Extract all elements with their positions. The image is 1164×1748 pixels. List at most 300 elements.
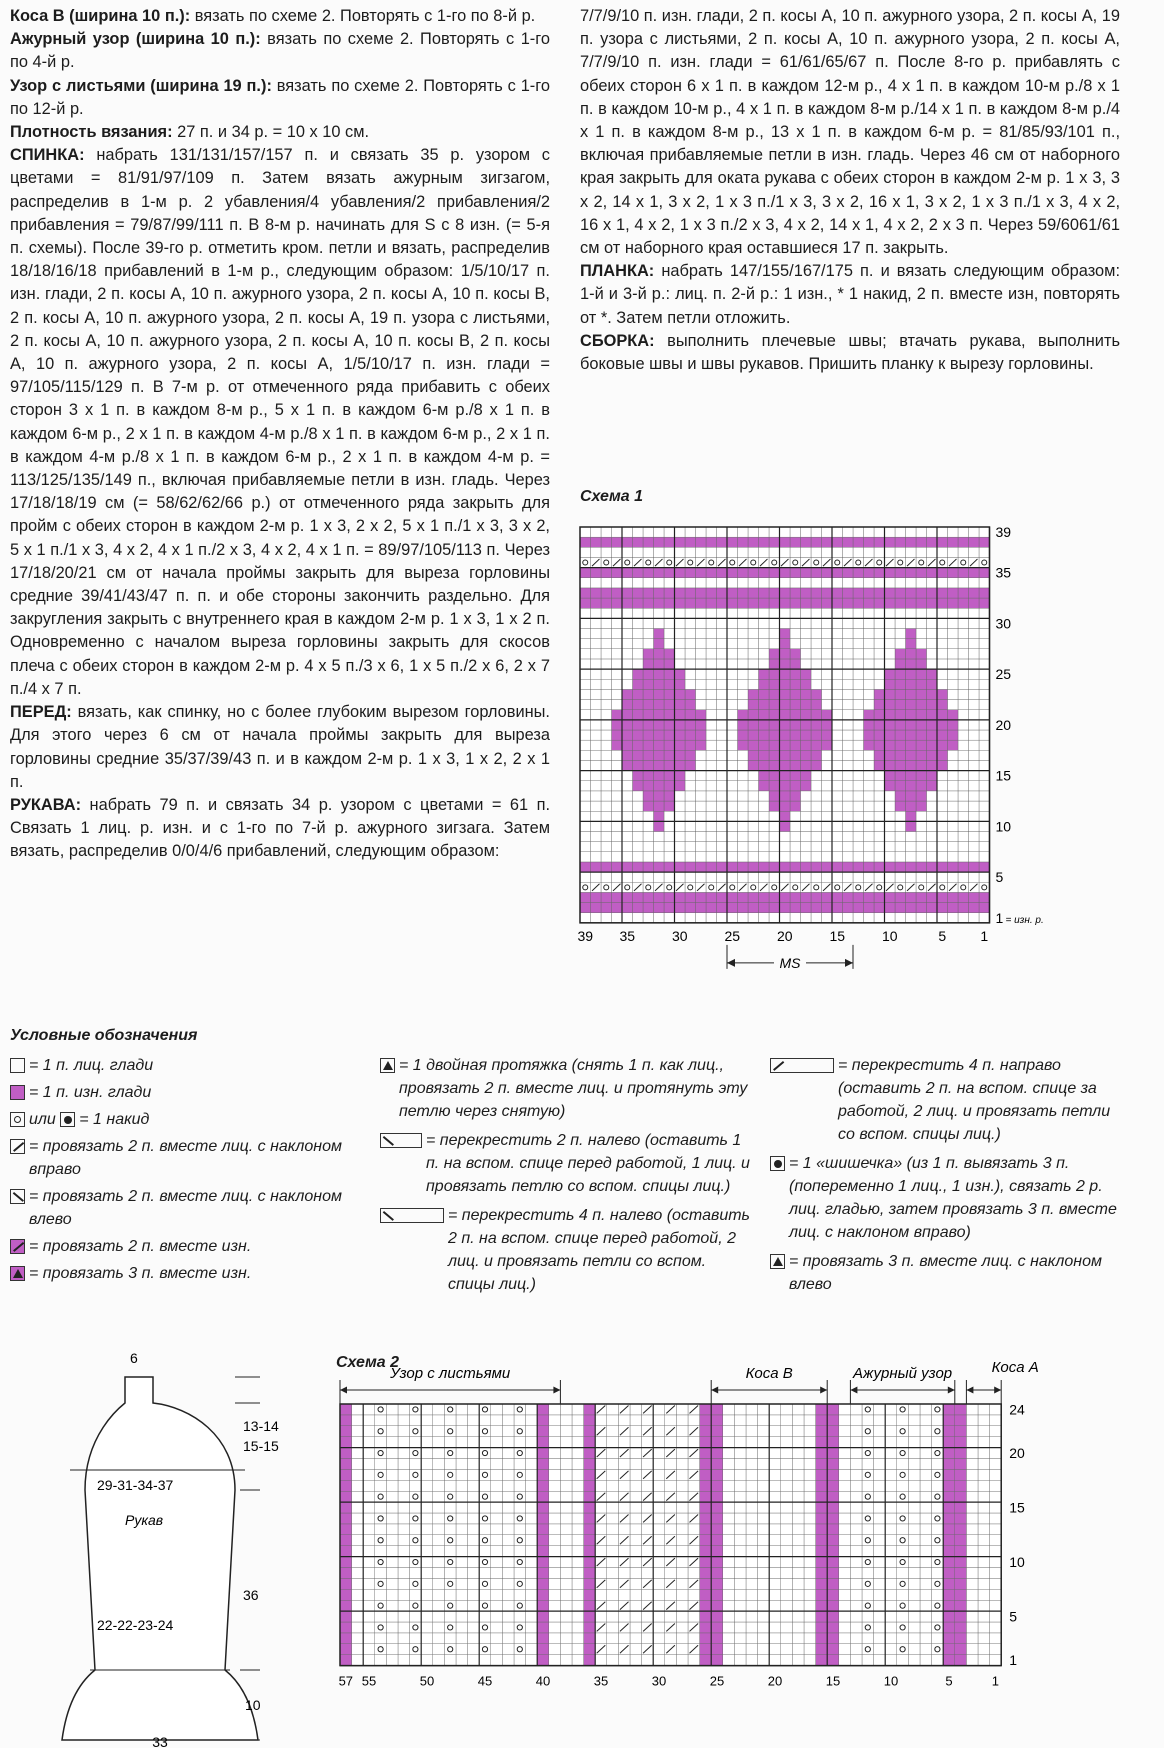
cell xyxy=(839,1633,851,1644)
cell xyxy=(630,1557,642,1568)
cell xyxy=(468,1611,480,1622)
paragraph-text: набрать 147/155/167/175 п. и вязать следующим образом: 1-й и 3-й р.: лиц. п. 2-й р.: 1 изн., * 1 накид, 2 п. вместе изн, повторять от *. Затем петли отложить. xyxy=(580,262,1120,327)
cell xyxy=(920,1448,932,1459)
cell xyxy=(943,1535,955,1546)
cell xyxy=(444,1578,456,1589)
scheme1-col-label: 25 xyxy=(724,927,741,944)
cell xyxy=(688,1437,700,1448)
cell xyxy=(643,557,654,567)
cell xyxy=(801,862,812,872)
cell xyxy=(738,588,749,598)
cell xyxy=(612,730,623,740)
cell xyxy=(937,578,948,588)
cell xyxy=(456,1535,468,1546)
cell xyxy=(352,1524,364,1535)
cell xyxy=(711,1568,723,1579)
cell xyxy=(421,1535,433,1546)
cell xyxy=(363,1633,375,1644)
cell xyxy=(723,1480,735,1491)
cell xyxy=(948,740,959,750)
cell xyxy=(375,1469,387,1480)
cell xyxy=(580,669,591,679)
cell xyxy=(780,832,791,842)
cell xyxy=(738,547,749,557)
cell xyxy=(827,1568,839,1579)
cell xyxy=(832,639,843,649)
cell xyxy=(897,1568,909,1579)
cell xyxy=(790,903,801,913)
cell xyxy=(822,537,833,547)
cell xyxy=(654,842,665,852)
cell xyxy=(916,852,927,862)
cell xyxy=(537,1578,549,1589)
cell xyxy=(723,1557,735,1568)
cell xyxy=(811,821,822,831)
cell xyxy=(612,608,623,618)
cell xyxy=(352,1578,364,1589)
cell xyxy=(769,608,780,618)
cell xyxy=(584,1415,596,1426)
cell xyxy=(748,821,759,831)
cell xyxy=(727,527,738,537)
ms-label: MS xyxy=(779,954,801,971)
legend-item xyxy=(10,1262,360,1285)
cell xyxy=(549,1426,561,1437)
cell xyxy=(664,862,675,872)
cell xyxy=(769,1491,781,1502)
cell xyxy=(816,1502,828,1513)
scheme2-title: Схема 2 xyxy=(336,1354,400,1371)
cell xyxy=(421,1459,433,1470)
cell xyxy=(618,1459,630,1470)
cell xyxy=(717,598,728,608)
legend-text xyxy=(29,1185,360,1231)
cell xyxy=(706,689,717,699)
cell xyxy=(746,1600,758,1611)
cell xyxy=(717,537,728,547)
cell xyxy=(759,781,770,791)
cell xyxy=(769,1622,781,1633)
cell xyxy=(601,781,612,791)
cell xyxy=(822,760,833,770)
cell xyxy=(792,1513,804,1524)
cell xyxy=(885,578,896,588)
cell xyxy=(591,689,602,699)
legend-text xyxy=(29,1081,360,1104)
cell xyxy=(591,750,602,760)
cell xyxy=(927,852,938,862)
cell xyxy=(978,1513,990,1524)
cell xyxy=(862,1502,874,1513)
cell xyxy=(769,811,780,821)
cell xyxy=(526,1491,538,1502)
cell xyxy=(864,801,875,811)
cell xyxy=(759,527,770,537)
cell xyxy=(790,527,801,537)
cell xyxy=(955,1480,967,1491)
cell xyxy=(612,913,623,923)
cell xyxy=(468,1480,480,1491)
cell xyxy=(363,1469,375,1480)
cell xyxy=(700,1611,712,1622)
cell xyxy=(746,1633,758,1644)
cell xyxy=(664,639,675,649)
cell xyxy=(717,832,728,842)
cell xyxy=(801,629,812,639)
cell xyxy=(685,760,696,770)
cell xyxy=(758,1655,770,1666)
cell xyxy=(560,1644,572,1655)
cell xyxy=(780,649,791,659)
cell xyxy=(696,629,707,639)
cell xyxy=(781,1600,793,1611)
cell xyxy=(375,1415,387,1426)
cell xyxy=(700,1655,712,1666)
cell xyxy=(885,1426,897,1437)
cell xyxy=(937,679,948,689)
cell xyxy=(769,1404,781,1415)
cell xyxy=(643,537,654,547)
cell xyxy=(966,1589,978,1600)
cell xyxy=(801,547,812,557)
cell xyxy=(549,1633,561,1644)
cell xyxy=(979,679,990,689)
cell xyxy=(685,527,696,537)
cell xyxy=(433,1404,445,1415)
cell xyxy=(727,639,738,649)
cell xyxy=(549,1535,561,1546)
cell xyxy=(386,1513,398,1524)
cell xyxy=(862,1426,874,1437)
cell xyxy=(969,913,980,923)
cell xyxy=(758,1546,770,1557)
cell xyxy=(723,1513,735,1524)
cell xyxy=(906,832,917,842)
cell xyxy=(790,791,801,801)
cell xyxy=(792,1622,804,1633)
cell xyxy=(398,1568,410,1579)
cell xyxy=(897,1600,909,1611)
cell xyxy=(584,1633,596,1644)
cell xyxy=(633,730,644,740)
cell xyxy=(885,862,896,872)
cell xyxy=(955,1568,967,1579)
cell xyxy=(711,1578,723,1589)
cell xyxy=(927,832,938,842)
cell xyxy=(664,740,675,750)
cell xyxy=(675,527,686,537)
cell xyxy=(375,1622,387,1633)
cell xyxy=(717,547,728,557)
cell xyxy=(595,1415,607,1426)
cell xyxy=(958,629,969,639)
cell xyxy=(990,1491,1002,1502)
cell xyxy=(618,1589,630,1600)
cell xyxy=(885,1655,897,1666)
cell xyxy=(769,1568,781,1579)
cell xyxy=(781,1502,793,1513)
cell xyxy=(433,1459,445,1470)
cell xyxy=(630,1589,642,1600)
cell xyxy=(897,1513,909,1524)
cell xyxy=(711,1491,723,1502)
cell xyxy=(633,669,644,679)
cell xyxy=(723,1578,735,1589)
cell xyxy=(827,1404,839,1415)
cell xyxy=(591,801,602,811)
cell xyxy=(696,903,707,913)
cell xyxy=(864,649,875,659)
cell xyxy=(580,821,591,831)
cell xyxy=(664,872,675,882)
cell xyxy=(352,1513,364,1524)
cell xyxy=(978,1448,990,1459)
cell xyxy=(727,710,738,720)
cell xyxy=(410,1502,422,1513)
cell xyxy=(927,547,938,557)
cell xyxy=(675,781,686,791)
cell xyxy=(897,1404,909,1415)
cell xyxy=(853,689,864,699)
cell xyxy=(832,750,843,760)
cell xyxy=(696,578,707,588)
cell xyxy=(560,1404,572,1415)
cell xyxy=(734,1535,746,1546)
scheme1-row-label: 30 xyxy=(995,615,1012,632)
cell xyxy=(479,1491,491,1502)
cell xyxy=(700,1426,712,1437)
cell xyxy=(839,1535,851,1546)
cell xyxy=(514,1437,526,1448)
cell xyxy=(479,1589,491,1600)
cell xyxy=(665,1415,677,1426)
cell xyxy=(822,689,833,699)
cell xyxy=(990,1611,1002,1622)
cell xyxy=(801,811,812,821)
cell xyxy=(885,1611,897,1622)
cell xyxy=(897,1491,909,1502)
cell xyxy=(895,547,906,557)
cell xyxy=(468,1502,480,1513)
cell xyxy=(386,1611,398,1622)
cell xyxy=(990,1502,1002,1513)
paragraph-text: набрать 131/131/157/157 п. и связать 35 р. узором с цветами = 81/91/97/109 п. Затем вязать ажурным зигзагом, распределив в 1-м р. 2 убавления/4 убавления/2 прибавления/2 прибавления = 79/87/99/111 п. В 8-м р. начинать для S с 8 изн. (= 5-я п. схемы). После 39-го р. отметить кром. петли и вязать, распределив 18/18/16/18 прибавлений в 1-м р., следующим образом: 1/5/10/17 п. изн. глади, 2 п. косы А, 10 п. ажурного узора, 2 п. косы А, 10 п. косы В, 2 п. косы А, 10 п. ажурного узора, 2 п. косы А, 19 п. узора с листьями, 2 п. косы А, 10 п. ажурного узора, 2 п. косы А, 10 п. косы В, 2 п. косы А, 10 п. ажурного узора, 2 п. косы А, 1/5/10/17 п. изн. глади = 97/105/115/129 п. В 7-м р. от отмеченного ряда прибавить с обеих сторон 3 x 1 п. в каждом 8-м р., 5 x 1 п. в каждом 6-м р./8 x 1 п. в каждом 6-м р., 2 x 1 п. в каждом 4-м р./8 x 1 п. в каждом 6-м р., 2 x 1 п. в каждом 4-м р./8 x 1 п. в каждом 6-м р., 2 x 1 п. в каждом 4-м р. = 113/125/135/149 п., включая прибавляемые петли в изн. гладь. Через 17/18/18/19 см (= 58/62/62/66 р.) от отмеченного ряда закрыть для пройм с обеих сторон в каждом 2-м р. 1 x 3, 2 x 2, 5 x 1 п./1 x 3, 3 x 2, 5 x 1 п./1 x 3, 4 x 2, 4 x 1 п./2 x 3, 4 x 2, 4 x 1 п. = 89/97/105/113 п. Через 17/18/20/21 см от начала проймы закрыть для выреза горловины средние 39/41/43/47 п. п. и обе стороны закончить раздельно. Для закругления закрыть с внутреннего края в каждом 2-м р. 1 x 3, 1 x 2 п. Одновременно с началом выреза горловины закрыть для скосов плеча с обеих сторон в каждом 2-м р. 4 x 5 п./3 x 6, 1 x 5 п./2 x 6, 2 x 7 п./4 x 7 п. xyxy=(10,146,550,698)
legend-text xyxy=(29,1135,360,1181)
legend-text-main: = перекрестить 4 п. налево (оставить 2 п. на вспом. спице перед работой, 2 лиц. и провязать петли со вспом. спицы лиц.) xyxy=(448,1207,750,1293)
cell xyxy=(386,1524,398,1535)
cell xyxy=(340,1524,352,1535)
cell xyxy=(664,568,675,578)
cell xyxy=(607,1448,619,1459)
cell xyxy=(927,811,938,821)
cell xyxy=(769,547,780,557)
cell xyxy=(526,1622,538,1633)
cell xyxy=(862,1535,874,1546)
cell xyxy=(653,1557,665,1568)
cell xyxy=(811,588,822,598)
cell xyxy=(850,1480,862,1491)
cell xyxy=(727,578,738,588)
cell xyxy=(958,903,969,913)
cell xyxy=(832,669,843,679)
cell xyxy=(811,537,822,547)
scheme1-row-label: 35 xyxy=(995,564,1012,581)
cell xyxy=(927,629,938,639)
cell xyxy=(607,1469,619,1480)
cell xyxy=(607,1546,619,1557)
cell xyxy=(943,1578,955,1589)
cell xyxy=(979,852,990,862)
paragraph xyxy=(10,5,550,28)
cell xyxy=(706,730,717,740)
cell xyxy=(811,730,822,740)
cell xyxy=(943,1502,955,1513)
cell xyxy=(966,1404,978,1415)
cell xyxy=(827,1655,839,1666)
cell xyxy=(607,1622,619,1633)
cell xyxy=(711,1655,723,1666)
cell xyxy=(895,760,906,770)
cell xyxy=(853,842,864,852)
cell xyxy=(979,882,990,892)
cell xyxy=(706,781,717,791)
cell xyxy=(748,760,759,770)
cell xyxy=(654,760,665,770)
legend-item xyxy=(770,1152,1130,1244)
cell xyxy=(622,710,633,720)
cell xyxy=(727,649,738,659)
legend-text xyxy=(838,1054,1130,1146)
cell xyxy=(375,1502,387,1513)
cell xyxy=(885,852,896,862)
cell xyxy=(700,1469,712,1480)
cell xyxy=(811,639,822,649)
cell xyxy=(514,1524,526,1535)
cell xyxy=(706,547,717,557)
cell xyxy=(601,568,612,578)
cell xyxy=(895,771,906,781)
cell xyxy=(966,1578,978,1589)
cell xyxy=(664,547,675,557)
cell xyxy=(386,1633,398,1644)
scheme1-row-label: 20 xyxy=(995,716,1012,733)
cell xyxy=(410,1415,422,1426)
cell xyxy=(746,1469,758,1480)
cell xyxy=(969,832,980,842)
cell xyxy=(839,1557,851,1568)
cell xyxy=(916,882,927,892)
cell xyxy=(685,771,696,781)
scheme2-col-label: 1 xyxy=(991,1673,1000,1689)
cell xyxy=(979,710,990,720)
cell xyxy=(769,669,780,679)
cell xyxy=(769,1633,781,1644)
cell xyxy=(352,1448,364,1459)
cell xyxy=(920,1404,932,1415)
cell xyxy=(874,1459,886,1470)
cell xyxy=(920,1546,932,1557)
cell xyxy=(832,598,843,608)
cell xyxy=(843,639,854,649)
cell xyxy=(444,1622,456,1633)
cell xyxy=(537,1513,549,1524)
cell xyxy=(618,1655,630,1666)
cell xyxy=(580,537,591,547)
cell xyxy=(832,862,843,872)
cell xyxy=(780,700,791,710)
cell xyxy=(654,578,665,588)
paragraph xyxy=(10,28,550,74)
cell xyxy=(653,1426,665,1437)
cell xyxy=(850,1448,862,1459)
cell xyxy=(601,537,612,547)
cell xyxy=(927,639,938,649)
cell xyxy=(664,832,675,842)
cell xyxy=(895,903,906,913)
cell xyxy=(990,1644,1002,1655)
cell xyxy=(723,1459,735,1470)
cell xyxy=(801,801,812,811)
cell xyxy=(433,1655,445,1666)
cell xyxy=(612,720,623,730)
cell xyxy=(591,760,602,770)
cell xyxy=(654,852,665,862)
cell xyxy=(549,1546,561,1557)
cell xyxy=(664,710,675,720)
cell xyxy=(723,1524,735,1535)
cell xyxy=(906,689,917,699)
cell xyxy=(696,811,707,821)
cell xyxy=(572,1546,584,1557)
cell xyxy=(937,710,948,720)
cell xyxy=(885,537,896,547)
cell xyxy=(792,1426,804,1437)
cell xyxy=(491,1655,503,1666)
cell xyxy=(595,1459,607,1470)
cell xyxy=(591,842,602,852)
cell xyxy=(850,1524,862,1535)
cell xyxy=(717,710,728,720)
cell xyxy=(340,1426,352,1437)
cell xyxy=(591,639,602,649)
cell xyxy=(727,913,738,923)
cell xyxy=(978,1459,990,1470)
cell xyxy=(748,700,759,710)
cell xyxy=(456,1426,468,1437)
scheme2-col-label: 55 xyxy=(361,1673,377,1689)
cell xyxy=(537,1557,549,1568)
cell xyxy=(948,588,959,598)
cell xyxy=(612,537,623,547)
cell xyxy=(612,700,623,710)
cell xyxy=(906,618,917,628)
cell xyxy=(811,781,822,791)
cell xyxy=(920,1622,932,1633)
cell xyxy=(966,1480,978,1491)
cell xyxy=(468,1513,480,1524)
cell xyxy=(398,1535,410,1546)
cell xyxy=(363,1404,375,1415)
cell xyxy=(595,1633,607,1644)
cell xyxy=(811,791,822,801)
cell xyxy=(906,710,917,720)
cell xyxy=(955,1611,967,1622)
cell xyxy=(664,750,675,760)
sleeve-width-bottom-label: 22-22-23-24 xyxy=(97,1617,174,1633)
cell xyxy=(591,892,602,902)
cell xyxy=(738,598,749,608)
cell xyxy=(398,1589,410,1600)
